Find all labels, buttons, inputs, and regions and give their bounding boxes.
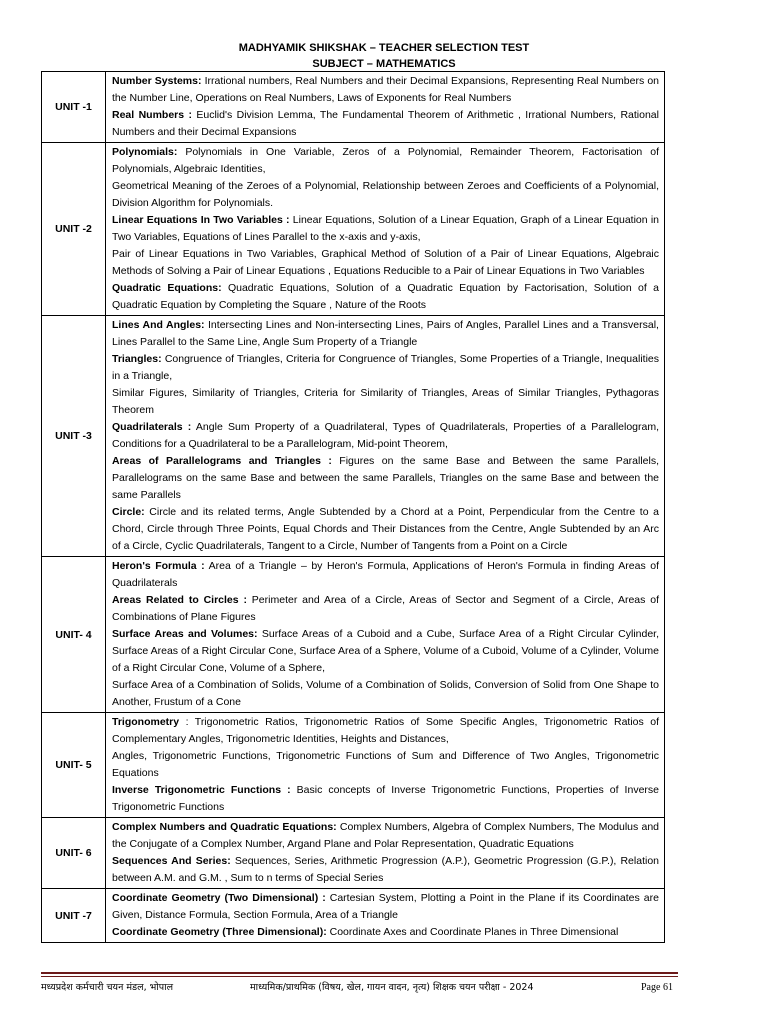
topic-text: Surface Areas of a Cuboid and a Cube, Surface Area of a Right Circular Cylinder, Surface Areas of a Right Circular Cone, Surface Area of a Sphere, Volume of a Cuboid, Volume of a Cylinder, Volume of a Right Circular Cone, Volume of a Sphere, bbox=[112, 628, 660, 674]
topic-heading: Polynomials: bbox=[112, 146, 178, 158]
topic-heading: Coordinate Geometry (Two Dimensional) : bbox=[112, 892, 326, 904]
unit-label: UNIT -1 bbox=[42, 72, 106, 143]
topic-heading: Coordinate Geometry (Three Dimensional): bbox=[112, 926, 327, 938]
topic-paragraph bbox=[112, 317, 659, 351]
topic-paragraph bbox=[112, 178, 659, 212]
unit-topics bbox=[106, 713, 665, 818]
topic-heading: Quadratic Equations: bbox=[112, 282, 222, 294]
syllabus-table bbox=[41, 71, 665, 943]
topic-heading: Lines And Angles: bbox=[112, 319, 205, 331]
topic-heading: Complex Numbers and Quadratic Equations: bbox=[112, 821, 337, 833]
topic-paragraph bbox=[112, 246, 659, 280]
unit-topics bbox=[106, 143, 665, 316]
topic-text: Perimeter and Area of a Circle, Areas of Sector and Segment of a Circle, Areas of Combinations of Plane Figures bbox=[112, 594, 659, 623]
unit-row bbox=[42, 713, 665, 818]
unit-topics bbox=[106, 316, 665, 557]
topic-text: Complex Numbers, Algebra of Complex Numbers, The Modulus and the Conjugate of a Complex Number, Argand Plane and Polar Representation, Quadratic Equations bbox=[112, 821, 660, 850]
topic-heading: Circle: bbox=[112, 506, 145, 518]
topic-text: Linear Equations, Solution of a Linear Equation, Graph of a Linear Equation in Two Variables, Equations of Lines Parallel to the x-axis and y-axis, bbox=[112, 214, 659, 243]
topic-text: Coordinate Axes and Coordinate Planes in Three Dimensional bbox=[326, 926, 619, 938]
footer-rule-thick bbox=[41, 972, 678, 974]
topic-paragraph bbox=[112, 107, 659, 141]
topic-paragraph bbox=[112, 782, 659, 816]
topic-paragraph bbox=[112, 144, 659, 178]
topic-heading: Linear Equations In Two Variables : bbox=[112, 214, 290, 226]
topic-heading: Sequences And Series: bbox=[112, 855, 231, 867]
topic-text: Geometrical Meaning of the Zeroes of a Polynomial, Relationship between Zeroes and Coefficients of a Polynomial, Division Algorithm for Polynomials. bbox=[112, 180, 659, 209]
topic-text: Cartesian System, Plotting a Point in the Plane if its Coordinates are Given, Distance Formula, Section Formula, Area of a Triangle bbox=[112, 892, 659, 921]
unit-label: UNIT -3 bbox=[42, 316, 106, 557]
topic-heading: Areas Related to Circles : bbox=[112, 594, 247, 606]
topic-paragraph bbox=[112, 924, 659, 941]
topic-text: Quadratic Equations, Solution of a Quadratic Equation by Factorisation, Solution of a Quadratic Equation by Completing the Square , Nature of the Roots bbox=[112, 282, 659, 311]
topic-paragraph bbox=[112, 212, 659, 246]
unit-label: UNIT -7 bbox=[42, 889, 106, 943]
subject-title: SUBJECT – MATHEMATICS bbox=[312, 58, 456, 70]
topic-paragraph bbox=[112, 890, 659, 924]
footer-organization: मध्यप्रदेश कर्मचारी चयन मंडल, भोपाल bbox=[41, 982, 174, 993]
topic-text: Similar Figures, Similarity of Triangles, Criteria for Similarity of Triangles, Areas of Similar Triangles, Pythagoras Theorem bbox=[112, 387, 659, 416]
unit-label: UNIT- 4 bbox=[42, 557, 106, 713]
topic-heading: Quadrilaterals : bbox=[112, 421, 192, 433]
topic-paragraph bbox=[112, 73, 659, 107]
topic-paragraph bbox=[112, 714, 659, 748]
unit-row bbox=[42, 72, 665, 143]
topic-heading: Heron's Formula : bbox=[112, 560, 205, 572]
unit-topics bbox=[106, 818, 665, 889]
unit-topics bbox=[106, 72, 665, 143]
topic-paragraph bbox=[112, 385, 659, 419]
topic-text: Irrational numbers, Real Numbers and their Decimal Expansions, Representing Real Numbers on the Number Line, Operations on Real Numbers, Laws of Exponents for Real Numbers bbox=[112, 75, 660, 104]
topic-paragraph bbox=[112, 819, 659, 853]
topic-text: Pair of Linear Equations in Two Variables, Graphical Method of Solution of a Pair of Linear Equations, Algebraic Methods of Solving a Pair of Linear Equations , Equations Reducible to a Pair of Linear Equations in Two Variables bbox=[112, 248, 659, 277]
topic-text: : Trigonometric Ratios, Trigonometric Ratios of Some Specific Angles, Trigonometric Ratios of Complementary Angles, Trigonometric Identities, Heights and Distances, bbox=[112, 716, 659, 745]
page-number: Page 61 bbox=[641, 982, 673, 993]
topic-heading: Number Systems: bbox=[112, 75, 202, 87]
topic-paragraph bbox=[112, 453, 659, 504]
topic-text: Circle and its related terms, Angle Subtended by a Chord at a Point, Perpendicular from the Centre to a Chord, Circle through Three Points, Equal Chords and Their Distances from the Centre, Angle Subtended by an Arc of a Circle, Cyclic Quadrilaterals, Tangent to a Circle, Number of Tangents from a Point on a Circle bbox=[112, 506, 659, 552]
topic-paragraph bbox=[112, 853, 659, 887]
topic-text: Basic concepts of Inverse Trigonometric Functions, Properties of Inverse Trigonometric Functions bbox=[112, 784, 659, 813]
topic-heading: Areas of Parallelograms and Triangles : bbox=[112, 455, 332, 467]
topic-heading: Real Numbers : bbox=[112, 109, 192, 121]
footer-exam-name: माध्यमिक/प्राथमिक (विषय, खेल, गायन वादन, नृत्य) शिक्षक चयन परीक्षा - 2024 bbox=[250, 982, 534, 993]
unit-row bbox=[42, 557, 665, 713]
unit-row bbox=[42, 889, 665, 943]
unit-row bbox=[42, 818, 665, 889]
unit-row bbox=[42, 316, 665, 557]
topic-paragraph bbox=[112, 558, 659, 592]
topic-paragraph bbox=[112, 592, 659, 626]
topic-paragraph bbox=[112, 351, 659, 385]
topic-text: Intersecting Lines and Non-intersecting Lines, Pairs of Angles, Parallel Lines and a Transversal, Lines Parallel to the Same Line, Angle Sum Property of a Triangle bbox=[112, 319, 659, 348]
topic-paragraph bbox=[112, 626, 659, 677]
unit-label: UNIT- 5 bbox=[42, 713, 106, 818]
topic-text: Surface Area of a Combination of Solids, Volume of a Combination of Solids, Conversion of Solid from One Shape to Another, Frustum of a Cone bbox=[112, 679, 659, 708]
topic-paragraph bbox=[112, 419, 659, 453]
unit-label: UNIT -2 bbox=[42, 143, 106, 316]
topic-text: Polynomials in One Variable, Zeros of a Polynomial, Remainder Theorem, Factorisation of Polynomials, Algebraic Identities, bbox=[112, 146, 659, 175]
topic-text: Figures on the same Base and Between the same Parallels, Parallelograms on the same Base and between the same Parallels, Triangles on the same Base and between the same Parallels bbox=[112, 455, 659, 501]
topic-text: Angles, Trigonometric Functions, Trigonometric Functions of Sum and Difference of Two Angles, Trigonometric Equations bbox=[112, 750, 659, 779]
topic-heading: Surface Areas and Volumes: bbox=[112, 628, 258, 640]
unit-row bbox=[42, 143, 665, 316]
topic-text: Angle Sum Property of a Quadrilateral, Types of Quadrilaterals, Properties of a Parallelogram, Conditions for a Quadrilateral to be a Parallelogram, Mid-point Theorem, bbox=[112, 421, 660, 450]
unit-label: UNIT- 6 bbox=[42, 818, 106, 889]
topic-heading: Triangles: bbox=[112, 353, 162, 365]
unit-topics bbox=[106, 889, 665, 943]
topic-paragraph bbox=[112, 748, 659, 782]
document-title: MADHYAMIK SHIKSHAK – TEACHER SELECTION TEST bbox=[238, 42, 530, 54]
topic-text: Congruence of Triangles, Criteria for Congruence of Triangles, Some Properties of a Triangle, Inequalities in a Triangle, bbox=[112, 353, 659, 382]
topic-paragraph bbox=[112, 677, 659, 711]
unit-topics bbox=[106, 557, 665, 713]
topic-text: Sequences, Series, Arithmetic Progression (A.P.), Geometric Progression (G.P.), Relation between A.M. and G.M. , Sum to n terms of Special Series bbox=[112, 855, 659, 884]
topic-heading: Trigonometry bbox=[112, 716, 180, 728]
topic-paragraph bbox=[112, 504, 659, 555]
topic-text: Euclid's Division Lemma, The Fundamental Theorem of Arithmetic , Irrational Numbers, Rational Numbers and their Decimal Expansions bbox=[112, 109, 659, 138]
topic-paragraph bbox=[112, 280, 659, 314]
topic-heading: Inverse Trigonometric Functions : bbox=[112, 784, 291, 796]
topic-text: Area of a Triangle – by Heron's Formula, Applications of Heron's Formula in finding Areas of Quadrilaterals bbox=[112, 560, 659, 589]
footer-rule-thin bbox=[41, 976, 678, 977]
